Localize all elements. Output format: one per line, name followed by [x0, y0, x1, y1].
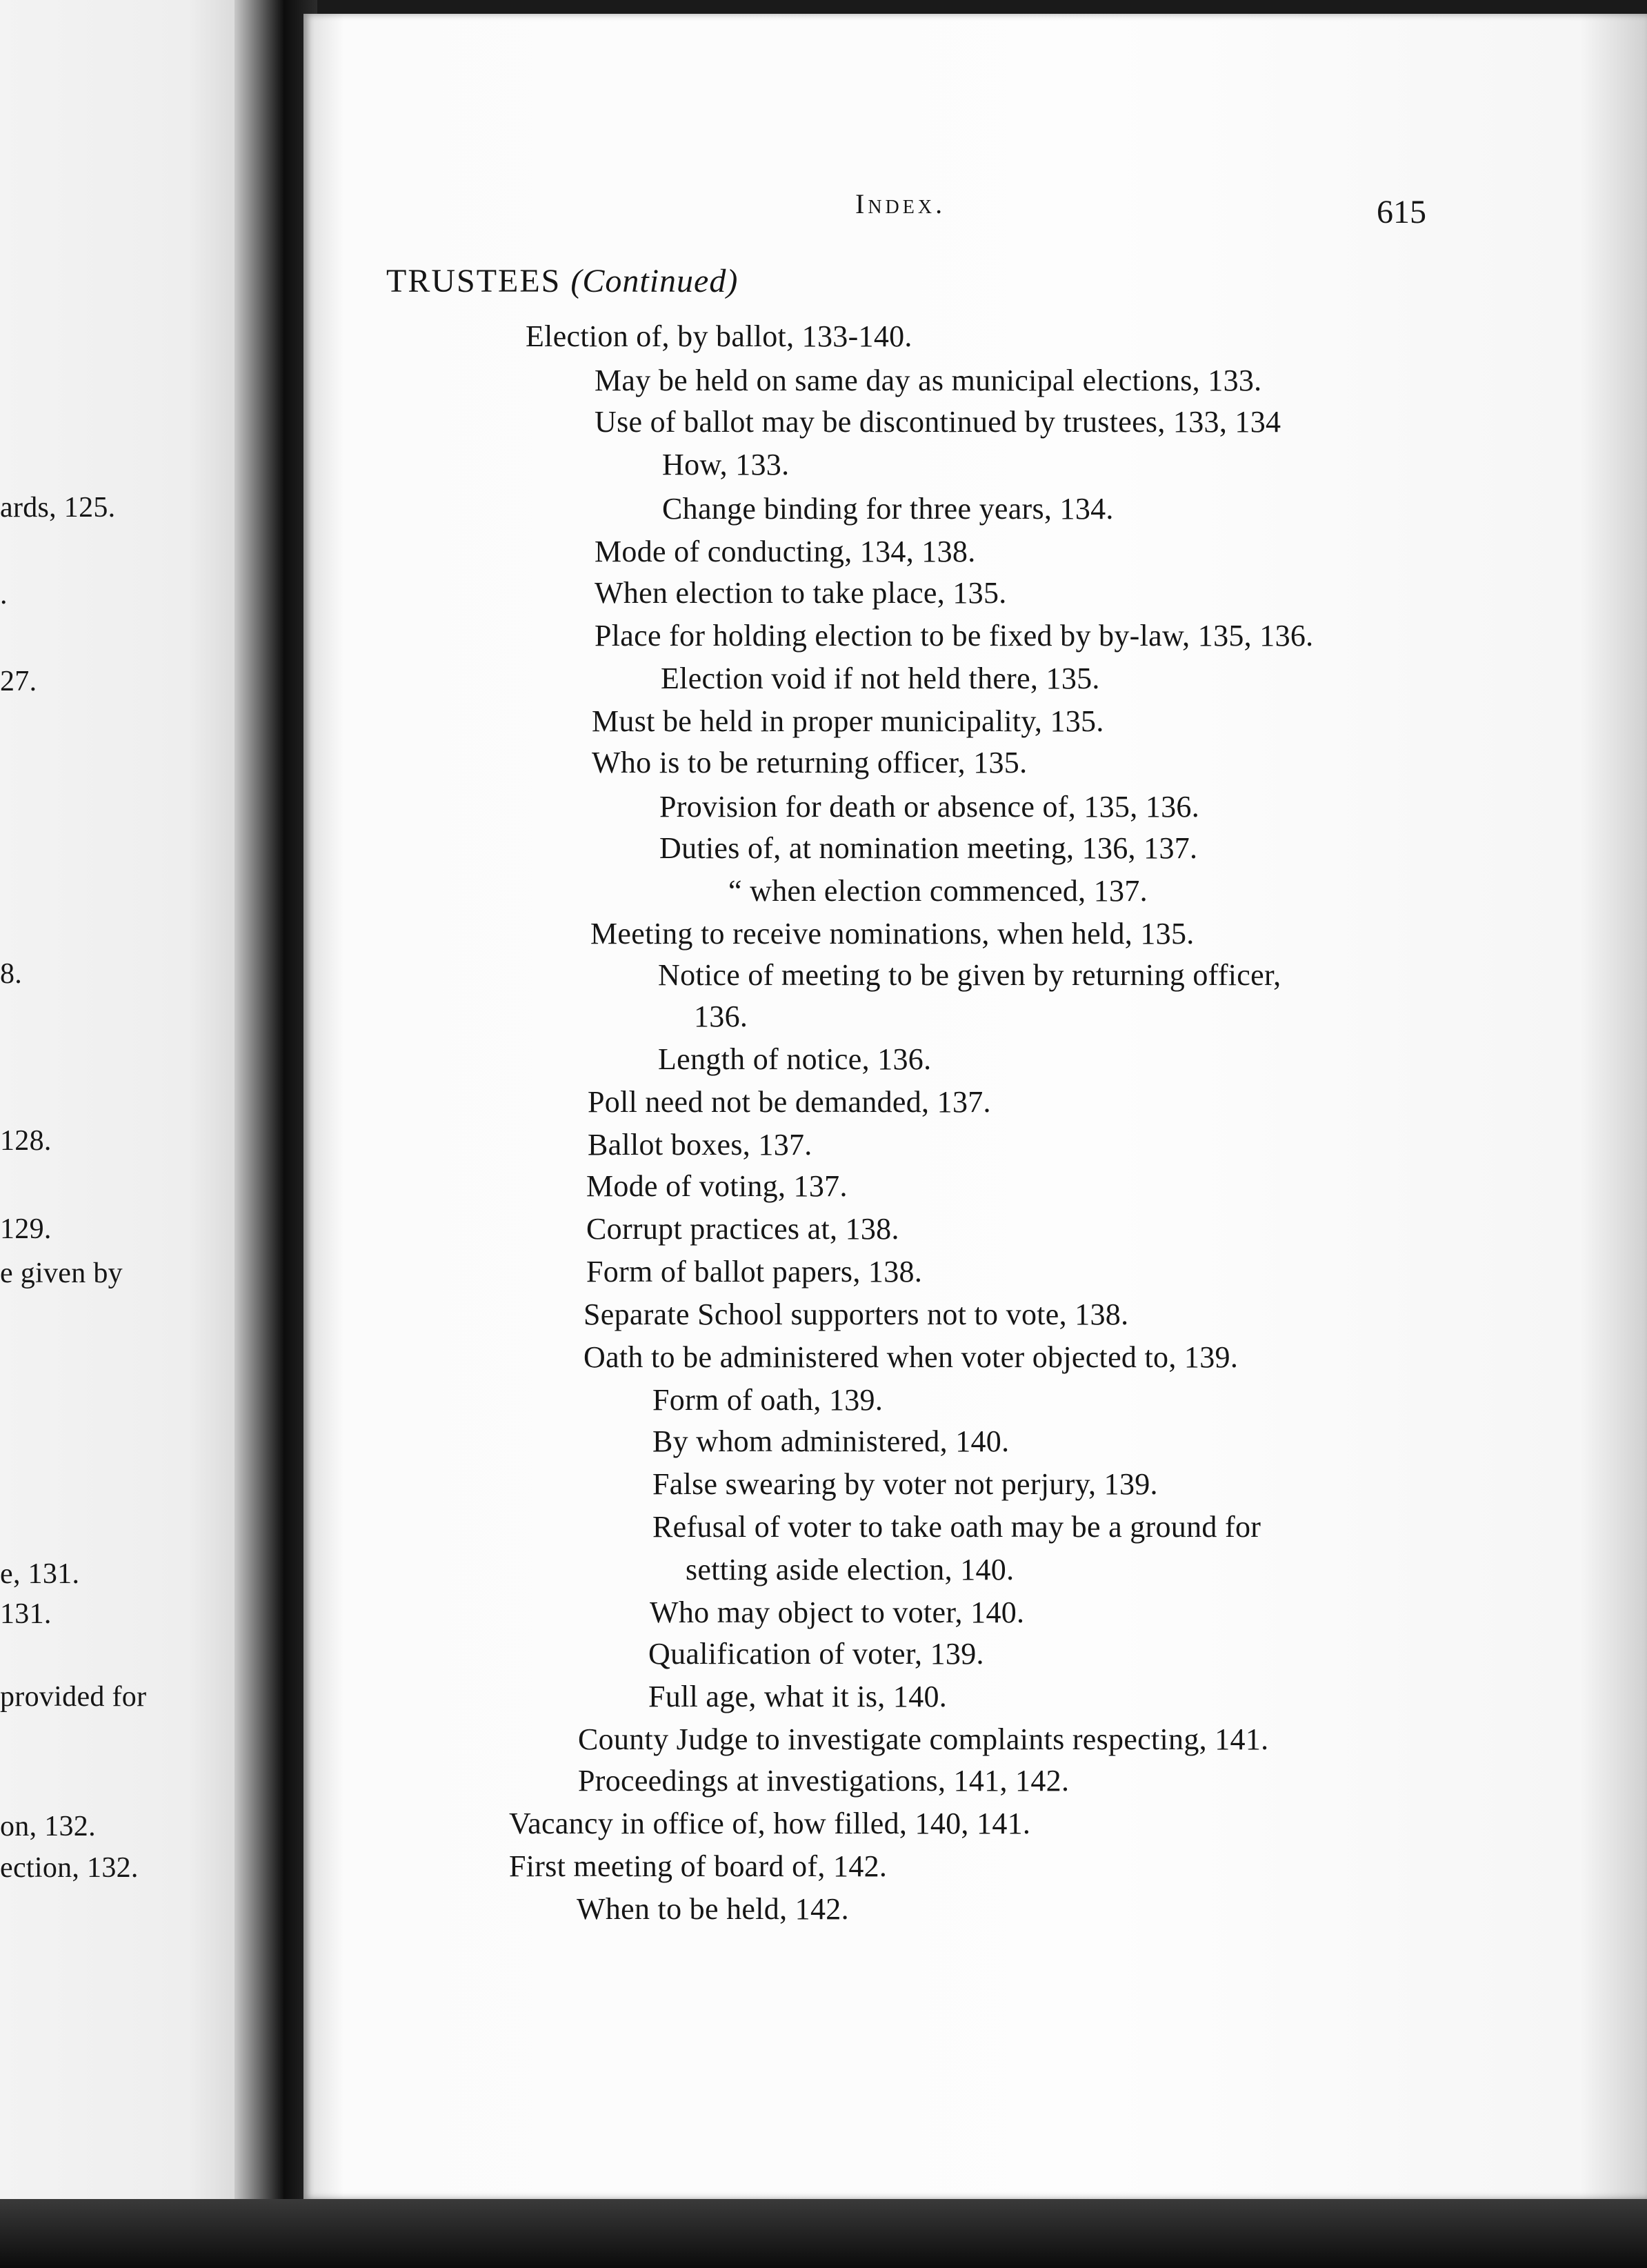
index-entry: May be held on same day as municipal elections, 133.: [595, 364, 1262, 397]
index-entry: Vacancy in office of, how filled, 140, 141.: [509, 1807, 1031, 1840]
index-entry: Length of notice, 136.: [658, 1042, 932, 1076]
heading-continued: (Continued): [570, 263, 739, 299]
index-entry: Full age, what it is, 140.: [648, 1680, 948, 1713]
index-heading: [386, 262, 738, 300]
index-entry: Qualification of voter, 139.: [648, 1637, 984, 1671]
index-entry: Must be held in proper municipality, 135.: [592, 704, 1104, 738]
index-entry: Election void if not held there, 135.: [661, 662, 1100, 695]
index-entry: Separate School supporters not to vote, 138.: [583, 1297, 1129, 1331]
index-entry: Who is to be returning officer, 135.: [592, 746, 1028, 779]
index-entry: Corrupt practices at, 138.: [586, 1212, 899, 1246]
page-number: 615: [1377, 194, 1426, 230]
left-page-fragment: 128.: [0, 1125, 52, 1157]
index-entry: How, 133.: [662, 448, 790, 481]
left-page-fragment: 131.: [0, 1598, 52, 1630]
index-entry: Provision for death or absence of, 135, 136.: [659, 790, 1200, 824]
index-entry: Refusal of voter to take oath may be a ground for: [652, 1510, 1261, 1544]
left-page-fragment: 129.: [0, 1213, 52, 1245]
index-entry: Form of ballot papers, 138.: [586, 1255, 923, 1289]
left-page-fragment: on, 132.: [0, 1811, 96, 1842]
index-entry: When to be held, 142.: [577, 1892, 849, 1926]
left-page-fragment: 27.: [0, 666, 37, 697]
index-entry: setting aside election, 140.: [686, 1553, 1015, 1586]
left-page-fragment: e, 131.: [0, 1558, 80, 1590]
index-entry: Election of, by ballot, 133-140.: [526, 319, 912, 353]
left-page: [0, 0, 269, 2268]
left-page-fragment: ards, 125.: [0, 492, 116, 524]
index-entry: Proceedings at investigations, 141, 142.: [578, 1764, 1070, 1798]
index-entry: County Judge to investigate complaints respecting, 141.: [578, 1722, 1269, 1756]
index-entry: Duties of, at nomination meeting, 136, 137.: [659, 831, 1198, 865]
heading-main: TRUSTEES: [386, 263, 561, 299]
index-entry: Poll need not be demanded, 137.: [588, 1085, 991, 1119]
index-entry: “ when election commenced, 137.: [728, 874, 1148, 908]
index-entry: Form of oath, 139.: [652, 1383, 884, 1417]
left-page-fragment: provided for: [0, 1681, 147, 1713]
index-entry: Place for holding election to be fixed by by-law, 135, 136.: [595, 619, 1314, 653]
index-entry: False swearing by voter not perjury, 139.: [652, 1467, 1158, 1501]
index-entry: By whom administered, 140.: [652, 1424, 1010, 1458]
index-entry: Change binding for three years, 134.: [662, 492, 1114, 526]
running-head: Index.: [855, 188, 946, 219]
index-entry: 136.: [694, 999, 748, 1033]
index-entry: Notice of meeting to be given by returning officer,: [658, 958, 1281, 992]
index-entry: Use of ballot may be discontinued by trustees, 133, 134: [595, 405, 1281, 439]
index-entry: First meeting of board of, 142.: [509, 1849, 888, 1883]
index-entry: Who may object to voter, 140.: [650, 1595, 1025, 1629]
scan-bottom-edge: [0, 2199, 1647, 2268]
left-page-fragment: 8.: [0, 958, 23, 990]
index-entry: Meeting to receive nominations, when held, 135.: [590, 917, 1195, 951]
index-entry: When election to take place, 135.: [595, 576, 1007, 610]
index-entry: Oath to be administered when voter objected to, 139.: [583, 1340, 1239, 1374]
left-page-fragment: ection, 132.: [0, 1852, 139, 1884]
index-entry: Ballot boxes, 137.: [588, 1128, 812, 1162]
index-entry: Mode of voting, 137.: [586, 1169, 848, 1203]
left-page-fragment: e given by: [0, 1257, 123, 1289]
index-entry: Mode of conducting, 134, 138.: [595, 535, 976, 568]
left-page-fragment: .: [0, 579, 8, 610]
